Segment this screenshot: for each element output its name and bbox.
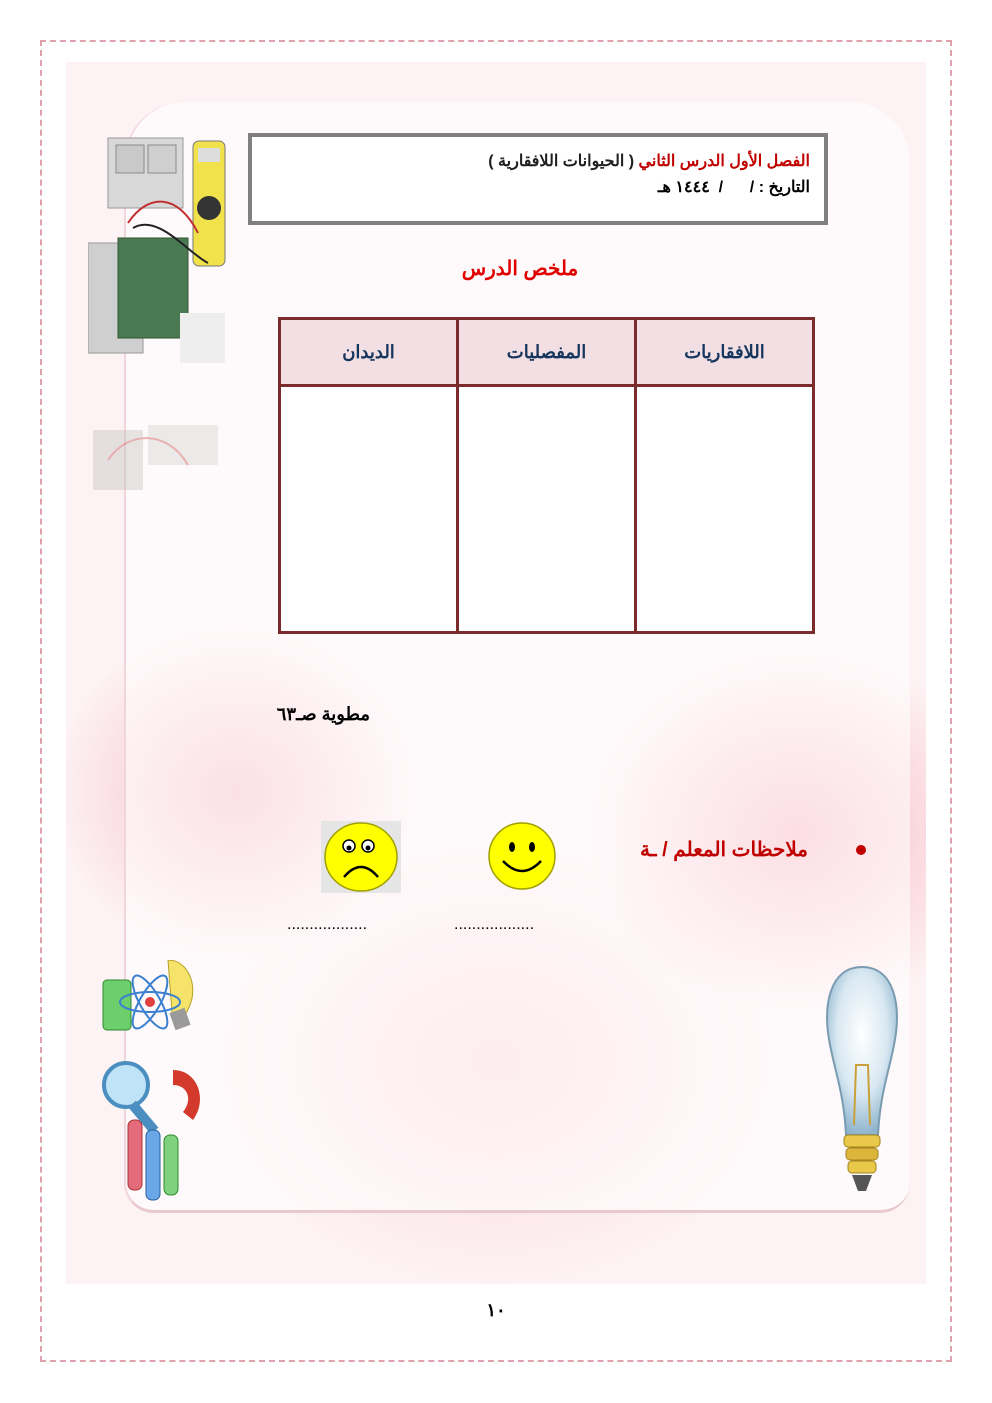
date-label: التاريخ :	[758, 179, 810, 196]
electronics-kit-image	[88, 133, 230, 373]
sad-face-icon[interactable]	[324, 822, 398, 892]
sad-line-dots: ..................	[287, 916, 368, 933]
page-number: ١٠	[486, 1300, 506, 1320]
lesson-topic: ( الحيوانات اللافقارية )	[488, 153, 635, 170]
light-bulb-icon	[822, 965, 902, 1227]
column-header: المفصليات	[458, 319, 636, 386]
lesson-summary-table	[278, 317, 815, 634]
happy-face-icon[interactable]	[487, 821, 557, 891]
lesson-title-line	[252, 151, 810, 173]
lesson-summary-title: ملخص الدرس	[461, 258, 579, 280]
lesson-header-box	[248, 133, 828, 225]
happy-line-dots: ..................	[454, 916, 535, 933]
teacher-notes-label: ملاحظات المعلم / ـة	[640, 839, 808, 861]
column-header: اللافقاريات	[636, 319, 814, 386]
electronics-kit-faded-image	[88, 420, 230, 500]
lesson-title: الفصل الأول الدرس الثاني	[638, 153, 810, 170]
bullet-icon	[856, 845, 866, 855]
science-clipart	[98, 960, 210, 1210]
table-cell-arthropods[interactable]	[458, 386, 636, 633]
table-row	[280, 386, 814, 633]
table-cell-invertebrates[interactable]	[636, 386, 814, 633]
date-value: / / ١٤٤٤ هـ	[657, 179, 755, 196]
date-line	[252, 177, 810, 197]
teacher-notes	[596, 837, 866, 862]
table-header-row	[280, 319, 814, 386]
table-cell-worms[interactable]	[280, 386, 458, 633]
column-header: الديدان	[280, 319, 458, 386]
foldable-reference: مطوية صـ٦٣	[276, 704, 370, 724]
